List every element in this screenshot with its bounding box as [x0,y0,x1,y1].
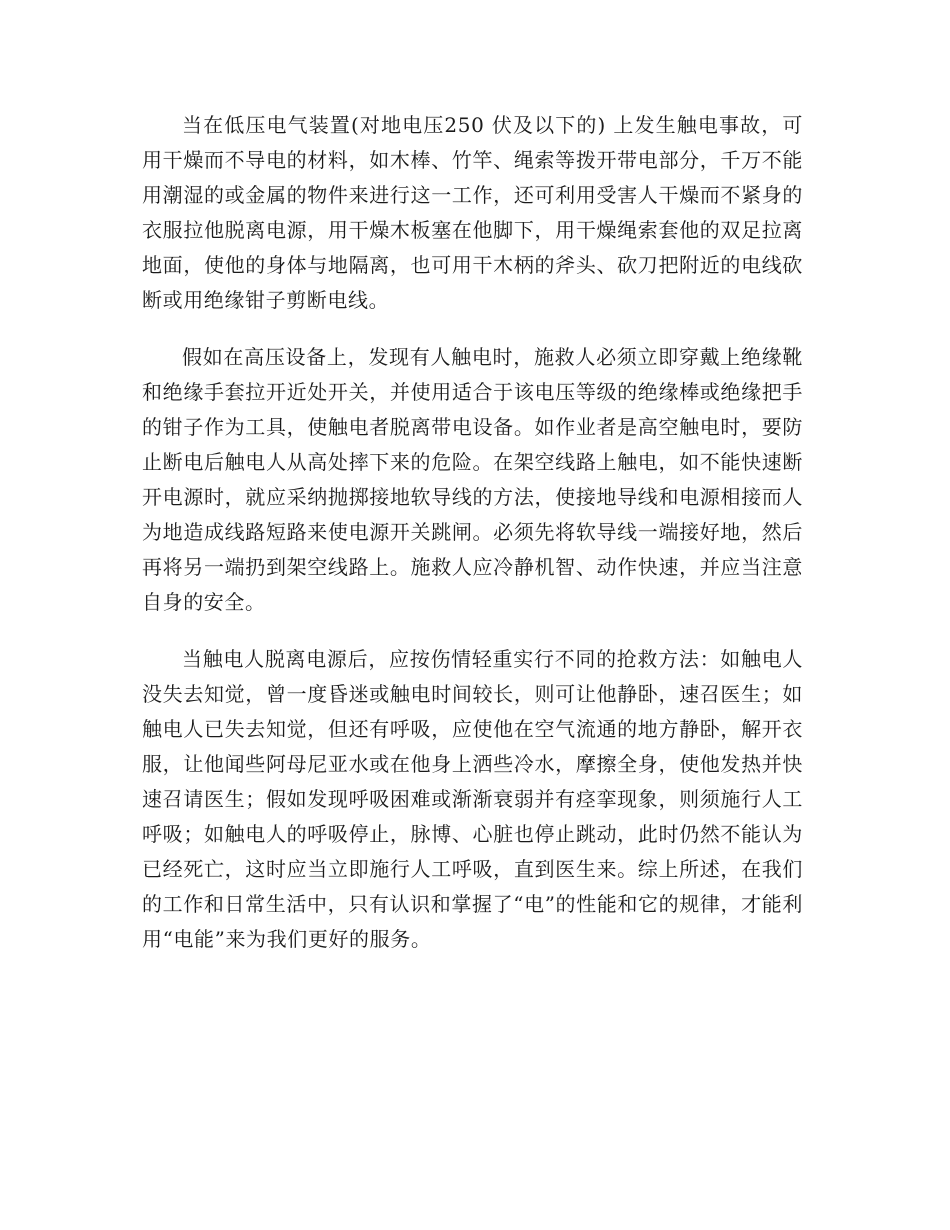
paragraph-first-aid: 当触电人脱离电源后，应按伤情轻重实行不同的抢救方法：如触电人没失去知觉，曾一度昏迷或触电时间较长，则可让他静卧，速召医生；如触电人已失去知觉，但还有呼吸，应使他在空气流通的地方静卧，解开衣服，让他闻些阿母尼亚水或在他身上洒些冷水，摩擦全身，使他发热并快速召请医生；假如发现呼吸困难或渐渐衰弱并有痉挛现象，则须施行人工呼吸；如触电人的呼吸停止，脉博、心脏也停止跳动，此时仍然不能认为已经死亡，这时应当立即施行人工呼吸，直到医生来。综上所述，在我们的工作和日常生活中，只有认识和掌握了“电”的性能和它的规律，才能利用“电能”来为我们更好的服务。 [142,647,803,951]
paragraph-high-voltage-rescue: 假如在高压设备上，发现有人触电时，施救人必须立即穿戴上绝缘靴和绝缘手套拉开近处开关，并使用适合于该电压等级的绝缘棒或绝缘把手的钳子作为工具，使触电者脱离带电设备。如作业者是高空触电时，要防止断电后触电人从高处摔下来的危险。在架空线路上触电，如不能快速断开电源时，就应采纳抛掷接地软导线的方法，使接地导线和电源相接而人为地造成线路短路来使电源开关跳闸。必须先将软导线一端接好地，然后再将另一端扔到架空线路上。施救人应冷静机智、动作快速，并应当注意自身的安全。 [142,345,803,614]
document-body [142,108,803,979]
paragraph-low-voltage-rescue: 当在低压电气装置(对地电压250 伏及以下的) 上发生触电事故，可用干燥而不导电的材料，如木棒、竹竿、绳索等拨开带电部分，千万不能用潮湿的或金属的物件来进行这一工作，还可利用受害人干燥而不紧身的衣服拉他脱离电源，用干燥木板塞在他脚下，用干燥绳索套他的双足拉离地面，使他的身体与地隔离，也可用干木柄的斧头、砍刀把附近的电线砍断或用绝缘钳子剪断电线。 [142,113,803,312]
